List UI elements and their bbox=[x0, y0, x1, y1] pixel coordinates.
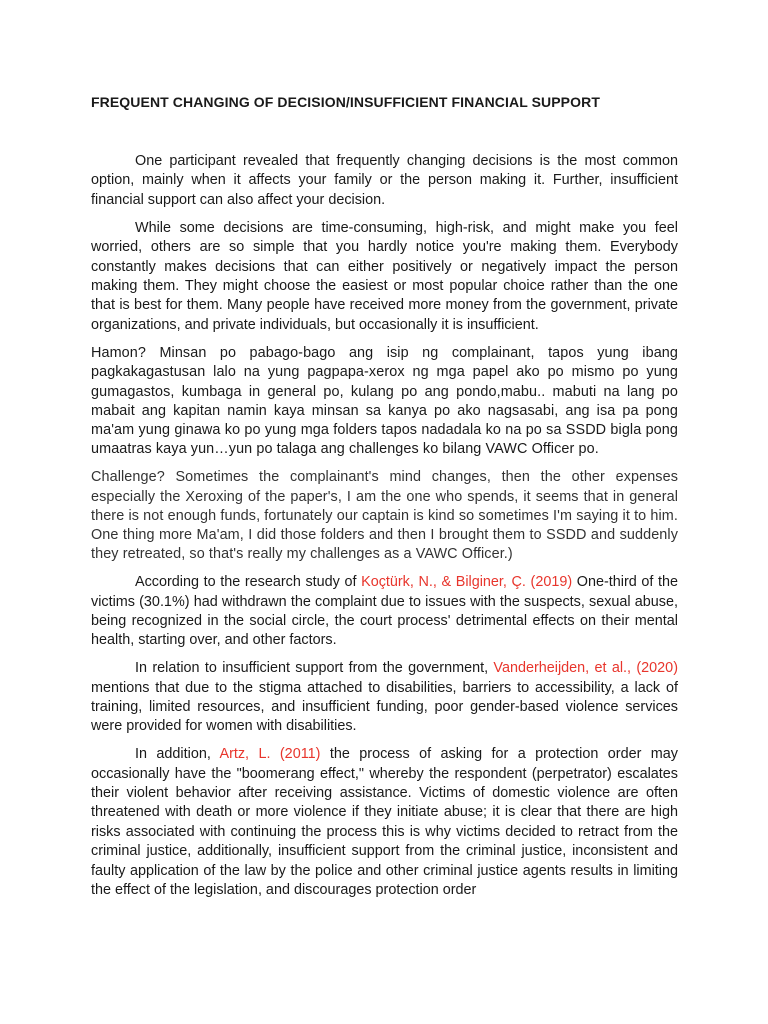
paragraph-filipino-quote: Hamon? Minsan po pabago-bago ang isip ng complainant, tapos yung ibang pagkakagastusan lalo na yung pagpapa-xerox ng mga papel ako po mismo po yung gumagastos, kumbaga in general po, kulang po ang pondo,mabu.. mabuti na lang po mabait ang kapitan namin kaya minsan sa kanya po ako nagsasabi, ang isa pa pong ma'am yung ginawa ko po yung mga folders tapos nadadala ko na po sa SSDD bigla pong umaatras kaya yun…yun po talaga ang challenges ko bilang VAWC Officer po. bbox=[91, 345, 678, 458]
paragraph-english-translation: Challenge? Sometimes the complainant's mind changes, then the other expenses especially the Xeroxing of the paper's, I am the one who spends, it seems that in general there is not enough funds, fortunately our captain is kind so sometimes I'm saying it to him. One thing more Ma'am, I did those folders and then I brought them to SSDD and suddenly they retreated, so that's really my challenges as a VAWC Officer.) bbox=[91, 469, 678, 563]
paragraph-decisions: While some decisions are time-consuming, high-risk, and might make you feel worried, others are so simple that you hardly notice you're making them. Everybody constantly makes decisions that can either positively or negatively impact the person making them. They might choose the easiest or most popular choice rather than the one that is best for them. Many people have received more money from the government, private organizations, and private individuals, but occasionally it is insufficient. bbox=[91, 219, 678, 333]
text-run: mentions that due to the stigma attached to disabilities, barriers to accessibility, a lack of training, limited resources, and insufficient funding, poor gender-based violence services were provided for women with disabilities. bbox=[91, 679, 678, 734]
paragraph-koc-turk bbox=[91, 573, 678, 650]
paragraph-artz bbox=[91, 745, 678, 900]
text-run: In relation to insufficient support from the government, bbox=[135, 660, 494, 677]
text-run: According to the research study of bbox=[135, 574, 362, 591]
citation-artz: Artz, L. (2011) bbox=[219, 746, 321, 763]
citation-kocturk: Koçtürk, N., & Bilginer, Ç. (2019) bbox=[361, 574, 573, 591]
paragraph-intro: One participant revealed that frequently changing decisions is the most common option, mainly when it affects your family or the person making it. Further, insufficient financial support can also affect your decision. bbox=[91, 153, 678, 208]
paragraph-vanderheijden bbox=[91, 659, 678, 736]
section-title: FREQUENT CHANGING OF DECISION/INSUFFICIENT FINANCIAL SUPPORT bbox=[91, 94, 600, 110]
document-page bbox=[91, 93, 678, 909]
text-run: In addition, bbox=[135, 746, 220, 763]
text-run: One-third of the victims (30.1%) had withdrawn the complaint due to issues with the suspects, sexual abuse, being recognized in the social circle, the court process' detrimental effects on their mental health, starting over, and other factors. bbox=[91, 574, 678, 649]
citation-vanderheijden: Vanderheijden, et al., (2020) bbox=[493, 660, 678, 677]
text-run: the process of asking for a protection order may occasionally have the "boomerang effect," whereby the respondent (perpetrator) escalates their violent behavior after receiving assistance. Victims of domestic violence are often threatened with death or more violence if they initiate abuse; it is clear that there are high risks associated with continuing the process this is why victims decided to retract from the criminal justice, additionally, insufficient support from the criminal justice, inconsistent and faulty application of the law by the police and other criminal justice agents results in limiting the effect of the legislation, and discourages protection order bbox=[91, 746, 678, 898]
